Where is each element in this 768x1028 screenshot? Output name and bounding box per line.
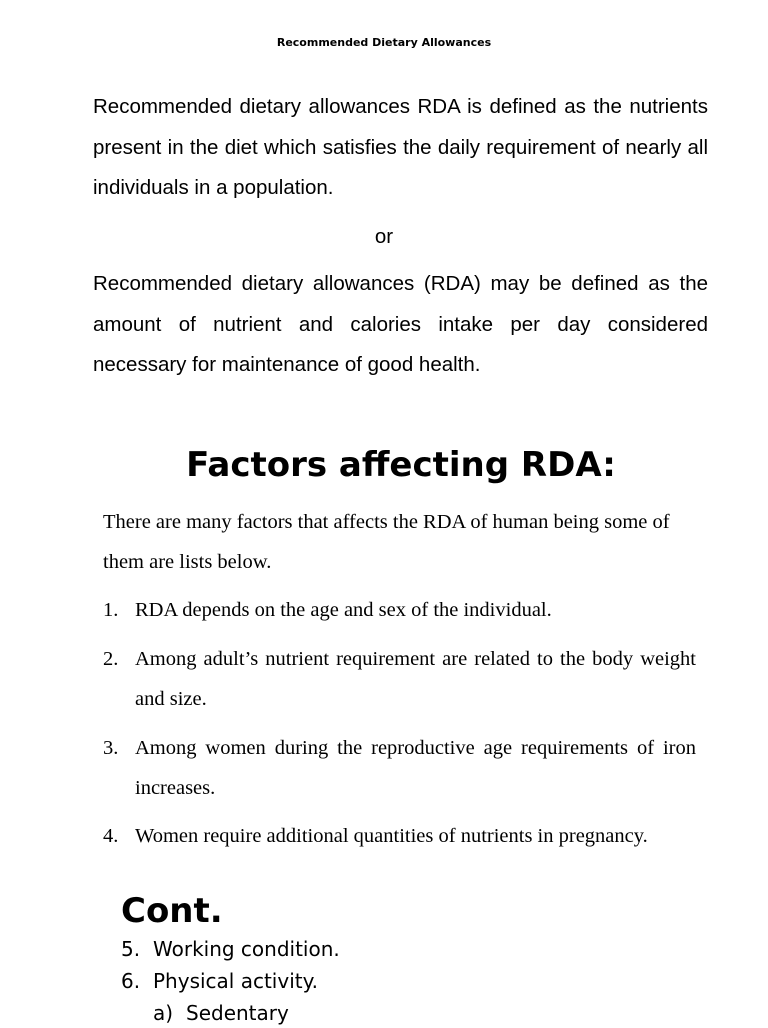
- list-item-2: [103, 639, 696, 719]
- list-item-text: Working condition.: [153, 937, 340, 961]
- list-item-number: 1.: [103, 599, 119, 621]
- list-item-text: RDA depends on the age and sex of the individual.: [135, 599, 552, 621]
- list-item-1: [103, 590, 696, 630]
- definition-paragraph-1: Recommended dietary allowances RDA is defined as the nutrients present in the diet which satisfies the daily requirement of nearly all individuals in a population.: [93, 95, 708, 199]
- factors-intro-paragraph: There are many factors that affects the RDA of human being some of them are lists below.: [103, 511, 670, 573]
- section-heading-factors: Factors affecting RDA:: [186, 445, 616, 485]
- list-item-3: [103, 728, 696, 808]
- definition-separator: or: [374, 225, 394, 248]
- definition-paragraph-2: Recommended dietary allowances (RDA) may be defined as the amount of nutrient and calories intake per day considered necessary for maintenance of good health.: [93, 272, 708, 376]
- section-heading-continued: Cont.: [121, 891, 223, 931]
- list-item-4: [103, 816, 696, 856]
- list-item-number: 6.: [121, 969, 141, 993]
- sub-list-item-letter: a): [153, 1001, 174, 1025]
- list-item-6: [121, 966, 318, 996]
- list-item-text: Among adult’s nutrient requirement are related to the body weight and size.: [135, 648, 696, 710]
- list-item-number: 2.: [103, 648, 119, 670]
- list-item-5: [121, 934, 340, 964]
- list-item-text: Women require additional quantities of nutrients in pregnancy.: [135, 825, 648, 847]
- list-item-text: Physical activity.: [153, 969, 318, 993]
- running-header: Recommended Dietary Allowances: [276, 36, 492, 49]
- list-item-text: Among women during the reproductive age requirements of iron increases.: [135, 737, 696, 799]
- sub-list-item-text: Sedentary: [186, 1001, 289, 1025]
- list-item-number: 3.: [103, 737, 119, 759]
- list-item-number: 5.: [121, 937, 141, 961]
- list-item-number: 4.: [103, 825, 119, 847]
